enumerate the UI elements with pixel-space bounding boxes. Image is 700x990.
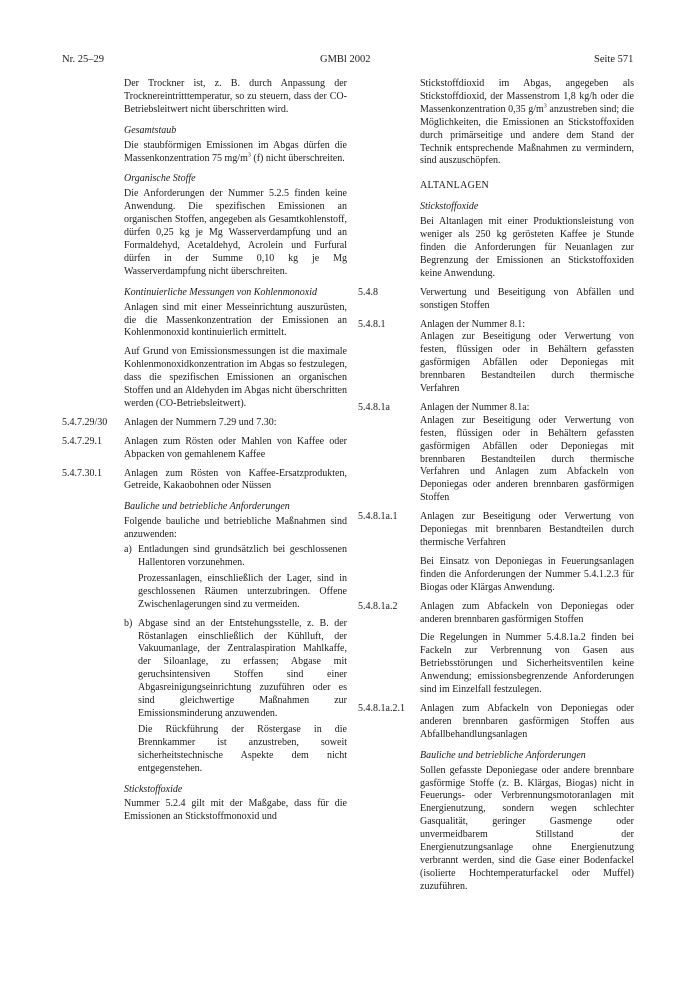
paragraph: Die Rückführung der Röstergase in die Brennkammer ist anzustreben, soweit sicherheitstechnische Aspekte dem nicht entgegenstehen.	[138, 723, 347, 774]
section-heading: Gesamtstaub	[124, 124, 177, 136]
numbered-section	[358, 703, 634, 742]
list-text: Abgase sind an der Entstehungsstelle, z. B. der Röstanlagen einschließlich der Kühlluft, der Vakuumanlage, der Zentralaspiration Mahlkaffe, der Siloanlage, zu erfassen; Abgase mit geruchsintensiven Stoffen sind einer Abgasreinigungseinrichtung zuzuführen oder es sind gleichwertige Maßnahmen zur Emissionsminderung anzuwenden.	[138, 617, 347, 719]
paragraph: Sollen gefasste Deponiegase oder andere brennbare gasförmige Stoffe (z. B. Klärgas, Biogas) nicht in Feuerungs- oder Verbrennungsmotoranlagen mit Energienutzung, sondern wegen schlechter Gasqualität, geringer Gasmenge oder unvermeidbarem Stillstand der Energienutzungsanlage ohne Energienutzung verbrannt werden, sind die Gase einer Bodenfackel (isolierte Hochtemperaturfackel oder Muffel) zuzuführen.	[420, 764, 634, 892]
paragraph: Stickstoffdioxid im Abgas, angegeben als Stickstoffdioxid, der Massenstrom 1,8 kg/h oder die Massenkonzentration 0,35 $g/m^3$ anzustreben sind; die Möglichkeiten, die Emissionen an Stickstoffoxiden durch primärseitige und andere dem Stand der Technik entsprechende Maßnahmen zu vermindern, sind auszuschöpfen.	[420, 78, 635, 167]
section-heading: Stickstoffoxide	[124, 783, 183, 795]
right-indented-block	[420, 750, 634, 894]
section-heading-altanlagen: ALTANLAGEN	[420, 180, 490, 192]
section-number: 5.4.7.29.1	[62, 435, 102, 447]
section-number: 5.4.7.29/30	[62, 416, 108, 428]
header-issue-number: Nr. 25–29	[62, 54, 104, 65]
numbered-section	[62, 417, 347, 430]
section-number: 5.4.8.1a.2.1	[358, 702, 405, 714]
left-indented-block	[124, 501, 347, 824]
numbered-section	[358, 319, 634, 396]
section-number: 5.4.7.30.1	[62, 467, 102, 479]
paragraph: Die Anforderungen der Nummer 5.2.5 finden keine Anwendung. Die spezifischen Emissionen an organischen Stoffen, angegeben als Gesamtkohlenstoff, dürfen 0,25 kg je Mg Wasserverdampfung und an Formaldehyd, Acetaldehyd, Acrolein und Furfural dürfen in der Summe 0,10 kg je Mg Wasserverdampfung nicht überschreiten.	[124, 188, 347, 277]
paragraph: Bei Einsatz von Deponiegas in Feuerungsanlagen finden die Anforderungen der Nummer 5.4.1.2.3 für Biogas oder Klärgas Anwendung.	[420, 555, 634, 593]
section-number: 5.4.8.1a	[358, 401, 390, 413]
left-indented-block	[124, 78, 347, 411]
section-heading: Bauliche und betriebliche Anforderungen	[420, 749, 586, 761]
paragraph: Anlagen sind mit einer Messeinrichtung auszurüsten, die die Massenkonzentration der Emissionen an Kohlenmonoxid kontinuierlich ermittelt.	[124, 301, 347, 339]
paragraph: Die Regelungen in Nummer 5.4.8.1a.2 finden bei Fackeln zur Verbrennung von Gasen aus Betriebsstörungen und Sicherheitsventilen keine Anwendung; emissionsbegrenzende Anforderungen sind im Einzelfall festzulegen.	[420, 632, 634, 696]
numbered-section	[358, 402, 634, 505]
numbered-section	[62, 468, 347, 494]
right-column	[358, 78, 634, 900]
numbered-section	[358, 287, 634, 313]
numbered-section	[62, 436, 347, 462]
section-title: Anlagen zum Abfackeln von Deponiegas oder anderen brennbaren gasförmigen Stoffen	[420, 600, 634, 625]
right-indented-block	[420, 78, 634, 281]
paragraph: Nummer 5.2.4 gilt mit der Maßgabe, dass für die Emissionen an Stickstoffmonoxid und	[124, 798, 347, 823]
section-heading: Kontinuierliche Messungen von Kohlenmonoxid	[124, 286, 318, 298]
paragraph: Folgende bauliche und betriebliche Maßnahmen sind anzuwenden:	[124, 516, 347, 541]
header-journal: GMBl 2002	[320, 54, 371, 65]
list-item	[124, 544, 347, 570]
section-number: 5.4.8	[358, 286, 378, 298]
section-number: 5.4.8.1a.2	[358, 600, 398, 612]
section-number: 5.4.8.1a.1	[358, 511, 398, 523]
list-text: Entladungen sind grundsätzlich bei geschlossenen Hallentoren vorzunehmen.	[138, 544, 347, 568]
list-marker: b)	[124, 617, 133, 629]
section-heading: Bauliche und betriebliche Anforderungen	[124, 501, 290, 513]
section-title: Anlagen der Nummern 7.29 und 7.30:	[124, 416, 277, 428]
section-title: Anlagen zum Abfackeln von Deponiegas oder anderen brennbaren gasförmigen Stoffen aus Abfallbehandlungsanlagen	[420, 702, 634, 740]
section-heading: Organische Stoffe	[124, 173, 196, 185]
section-title: Anlagen zum Rösten oder Mahlen von Kaffee oder Abpacken von gemahlenem Kaffee	[124, 435, 347, 460]
list-marker: a)	[124, 544, 132, 556]
section-heading: Stickstoffoxide	[420, 201, 479, 213]
paragraph: Auf Grund von Emissionsmessungen ist die maximale Kohlenmonoxidkonzentration im Abgas so festzulegen, dass die spezifischen Emissionen an organischen Stoffen und an Aldehyden im Abgas nicht überschritten werden (CO-Betriebsleitwert).	[124, 346, 347, 409]
list-item	[124, 618, 347, 721]
section-title: Anlagen zum Rösten von Kaffee-Ersatzprodukten, Getreide, Kakaobohnen oder Nüssen	[124, 467, 347, 492]
numbered-section	[358, 511, 634, 550]
numbered-section	[358, 601, 634, 627]
header-page-number: Seite 571	[594, 54, 634, 65]
section-title: Verwertung und Beseitigung von Abfällen und sonstigen Stoffen	[420, 286, 634, 311]
section-number: 5.4.8.1	[358, 318, 386, 330]
paragraph: Der Trockner ist, z. B. durch Anpassung der Trocknereintritttemperatur, so zu steuern, dass der CO-Betriebsleitwert nicht überschritten wird.	[124, 78, 347, 115]
paragraph: Die staubförmigen Emissionen im Abgas dürfen die Massenkonzentration 75 $mg/m^3$ (f) nicht überschreiten.	[124, 139, 347, 164]
right-indented-block	[420, 556, 634, 595]
section-title: Anlagen der Nummer 8.1a: Anlagen zur Beseitigung oder Verwertung von festen, flüssigen oder in Behältern gefassten gasförmigen Abfällen oder Deponiegas mit brennbaren Bestandteilen durch thermische Verfahren und Anlagen zum Abfackeln von Deponiegas oder anderen brennbaren gasförmigen Stoffen	[420, 401, 634, 504]
section-title: Anlagen zur Beseitigung oder Verwertung von Deponiegas mit brennbaren Bestandteilen durch thermische Verfahren	[420, 511, 634, 548]
paragraph: Prozessanlagen, einschließlich der Lager, sind in geschlossenen Räumen unterzubringen. Offene Zwischenlagerungen sind zu vermeiden.	[138, 572, 347, 610]
right-indented-block	[420, 632, 634, 697]
section-title: Anlagen der Nummer 8.1: Anlagen zur Beseitigung oder Verwertung von festen, flüssigen oder in Behältern gefassten gasförmigen Abfällen oder Deponiegas mit brennbaren Bestandteilen durch thermische Verfahren	[420, 318, 634, 395]
paragraph: Bei Altanlagen mit einer Produktionsleistung von weniger als 250 kg gerösteten Kaffee je Stunde finden die Anforderungen für Neuanlagen zur Begrenzung der Emissionen an Stickstoffoxiden keine Anwendung.	[420, 216, 634, 279]
left-column	[62, 78, 347, 830]
